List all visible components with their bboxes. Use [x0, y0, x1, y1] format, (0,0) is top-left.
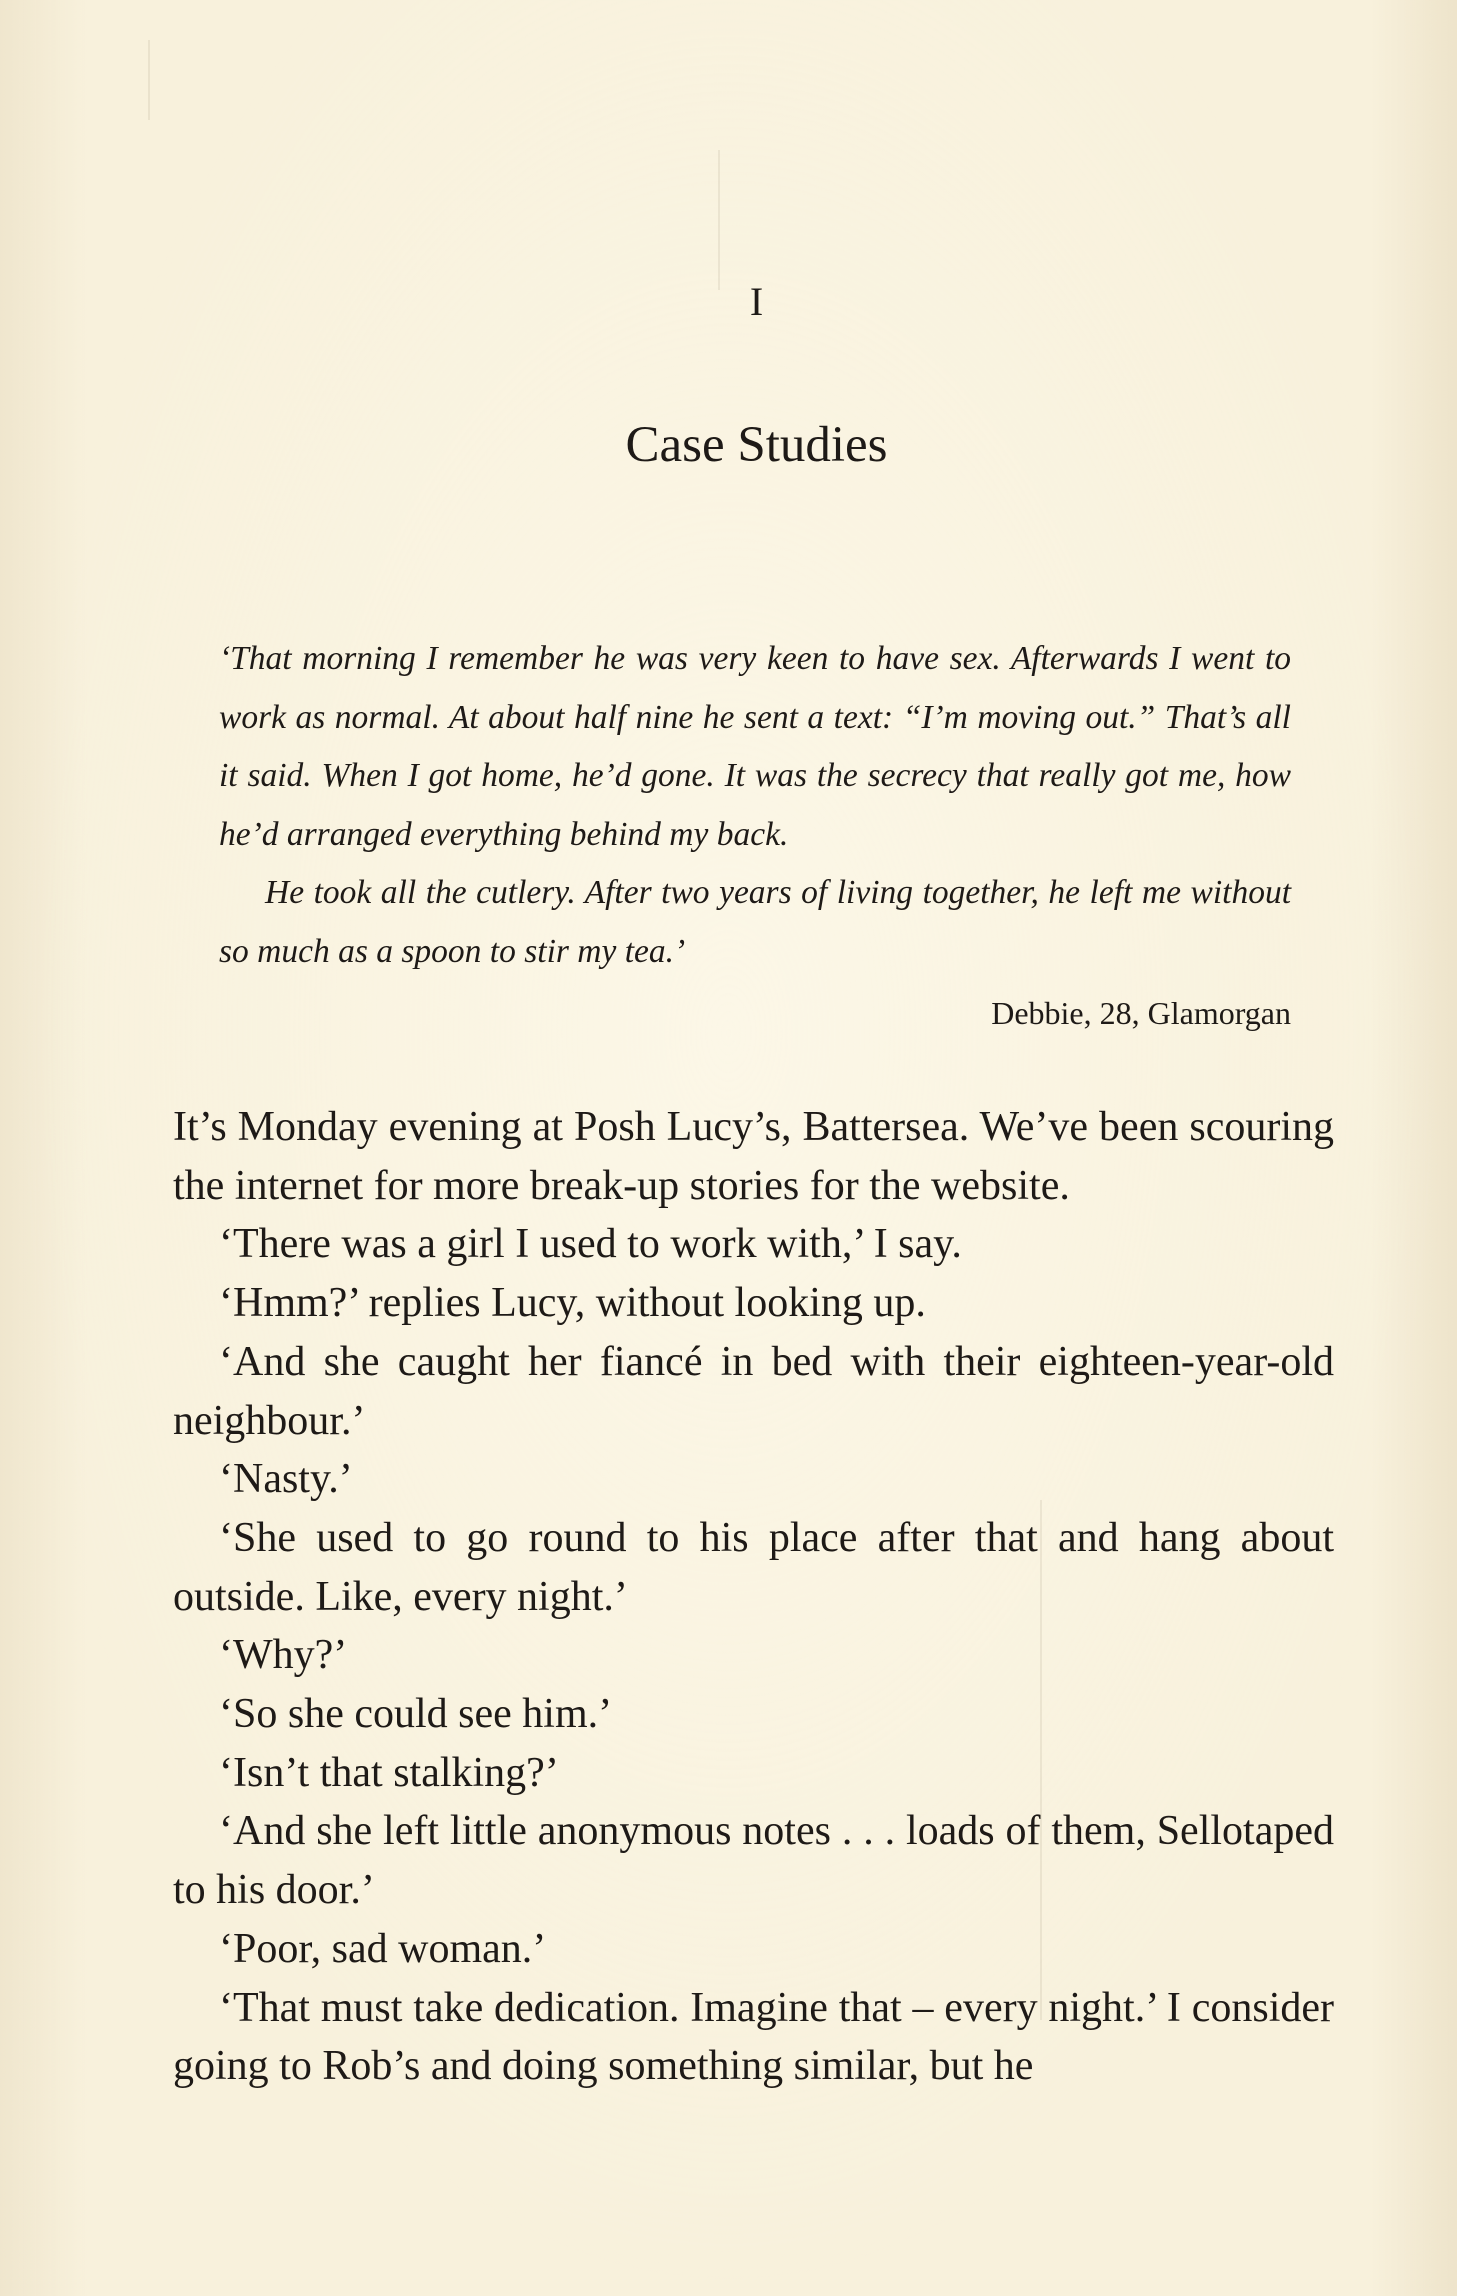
epigraph-paragraph: He took all the cutlery. After two years of living together, he left me without so much as a spoon to stir my tea.’ [219, 874, 1291, 970]
body-paragraph: ‘Isn’t that stalking?’ [219, 1749, 559, 1796]
body-text [173, 1098, 1334, 2096]
body-paragraph: ‘And she caught her fiancé in bed with their eighteen-year-old neighbour.’ [173, 1338, 1334, 1444]
body-paragraph: It’s Monday evening at Posh Lucy’s, Battersea. We’ve been scouring the internet for more break-up stories for the website. [173, 1104, 1334, 1209]
body-paragraph: ‘Poor, sad woman.’ [219, 1925, 547, 1972]
epigraph [219, 630, 1291, 981]
body-paragraph: ‘Hmm?’ replies Lucy, without looking up. [219, 1280, 926, 1327]
body-paragraph: ‘And she left little anonymous notes . . . loads of them, Sellotaped to his door.’ [173, 1808, 1334, 1914]
body-paragraph: ‘She used to go round to his place after that and hang about outside. Like, every night.’ [173, 1514, 1334, 1620]
paper-crease [718, 150, 720, 290]
epigraph-paragraph: ‘That morning I remember he was very keen to have sex. Afterwards I went to work as normal. At about half nine he sent a text: “I’m moving out.” That’s all it said. When I got home, he’d gone. It was the secrecy that really got me, how he’d arranged everything behind my back. [219, 640, 1291, 853]
paper-crease [148, 40, 150, 120]
epigraph-attribution: Debbie, 28, Glamorgan [991, 995, 1291, 1031]
body-paragraph: ‘That must take dedication. Imagine that – every night.’ I consider going to Rob’s and doing something similar, but he [173, 1984, 1334, 2090]
body-paragraph: ‘There was a girl I used to work with,’ I say. [219, 1221, 962, 1268]
chapter-title: Case Studies [625, 417, 888, 473]
body-paragraph: ‘So she could see him.’ [219, 1691, 613, 1738]
body-paragraph: ‘Nasty.’ [219, 1456, 353, 1503]
chapter-number: I [749, 279, 764, 324]
body-paragraph: ‘Why?’ [219, 1632, 348, 1679]
